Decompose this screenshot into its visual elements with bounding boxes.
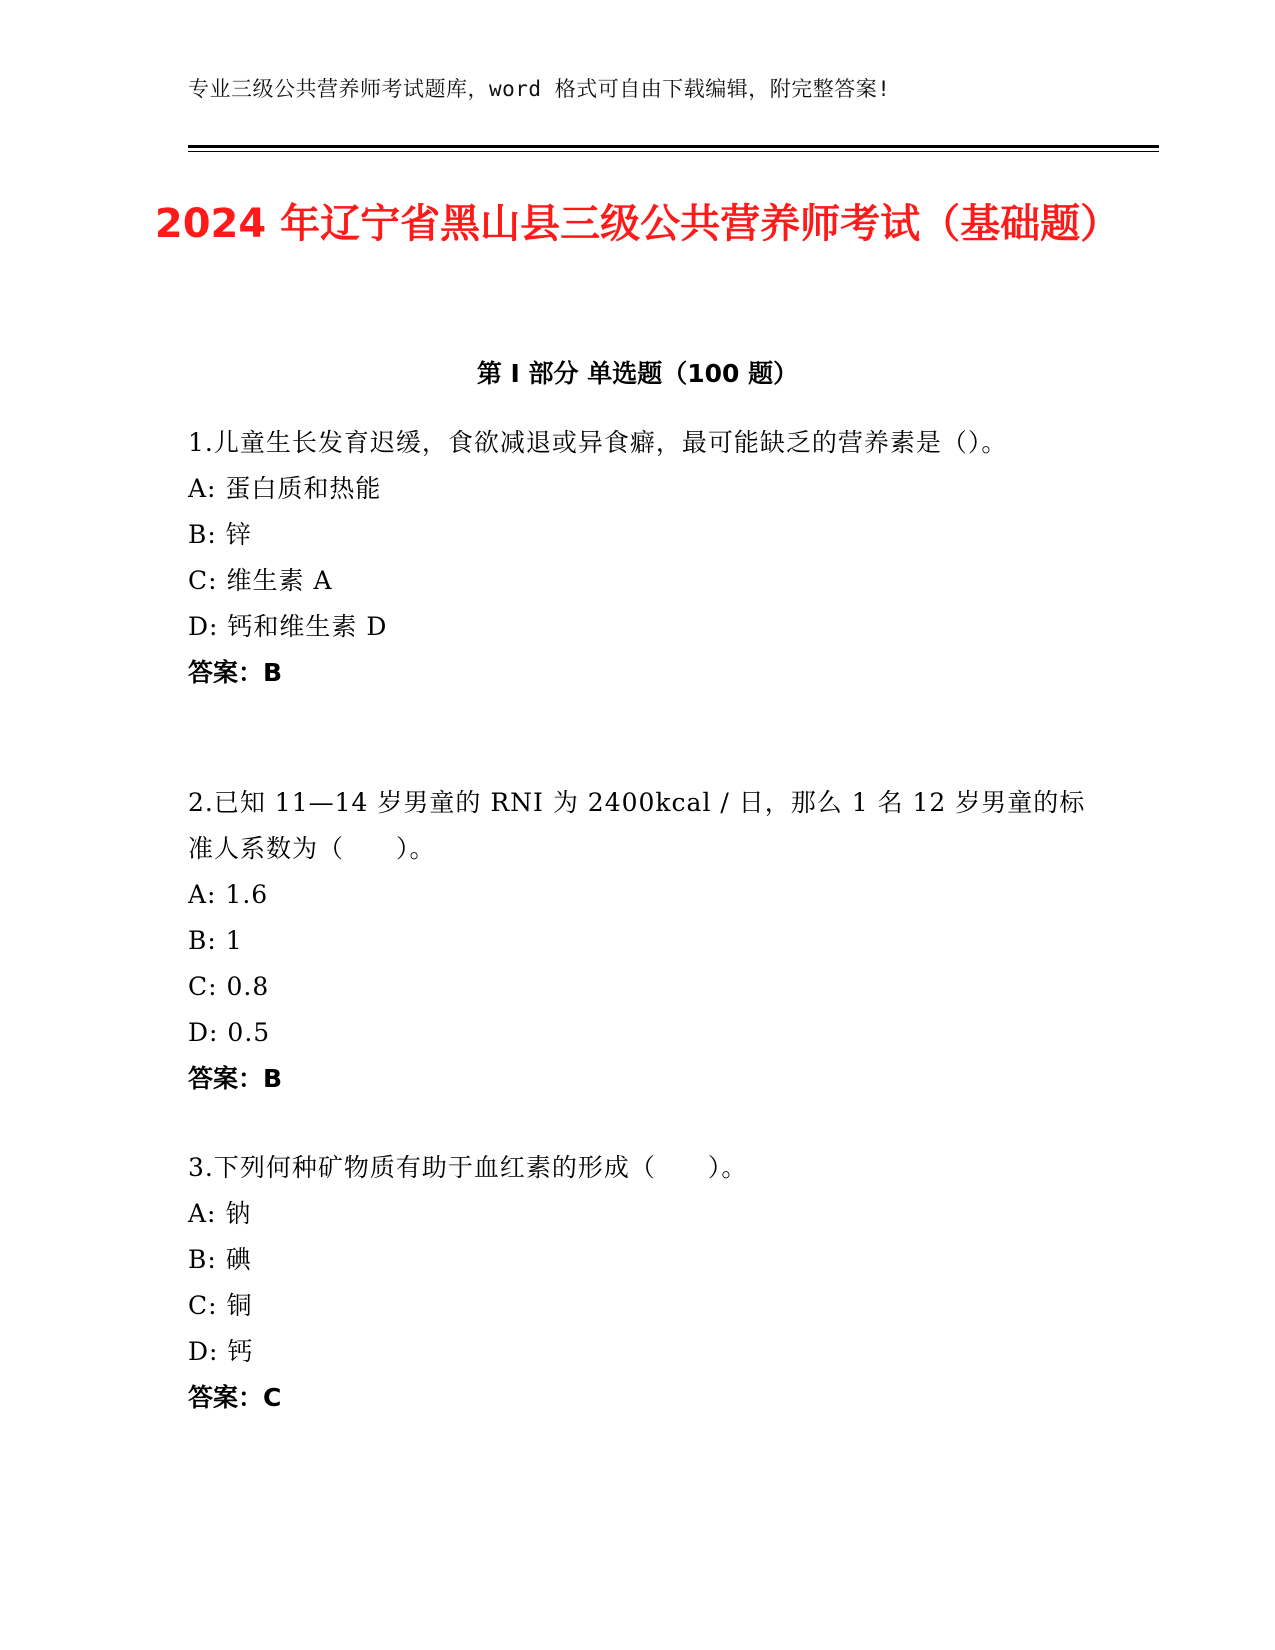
option-b: B: 锌 [188,520,252,549]
header-rule-thick [188,145,1159,148]
question-3 [188,1145,1088,1421]
option-d: D: 钙和维生素 D [188,612,388,641]
section-heading: 第 I 部分 单选题（100 题） [476,359,799,388]
option-a: A: 1.6 [188,880,269,909]
option-a: A: 蛋白质和热能 [188,474,382,503]
question-1 [188,420,1088,696]
option-c: C: 0.8 [188,972,270,1001]
question-2 [188,780,1088,1102]
answer: 答案：C [188,1383,282,1412]
answer: 答案：B [188,658,283,687]
answer: 答案：B [188,1064,283,1093]
option-d: D: 0.5 [188,1018,271,1047]
option-d: D: 钙 [188,1337,254,1366]
option-c: C: 铜 [188,1291,253,1320]
header-note: 专业三级公共营养师考试题库，word 格式可自由下载编辑，附完整答案! [188,77,891,101]
document-title: 2024 年辽宁省黑山县三级公共营养师考试（基础题） [154,201,1121,247]
question-stem: 2.已知 11—14 岁男童的 RNI 为 2400kcal / 日，那么 1 名 12 岁男童的标准人系数为（ ）。 [188,788,1086,863]
option-b: B: 碘 [188,1245,252,1274]
header-rule-thin [188,151,1159,152]
option-a: A: 钠 [188,1199,252,1228]
question-stem: 1.儿童生长发育迟缓，食欲减退或异食癖，最可能缺乏的营养素是（）。 [188,428,1008,457]
question-stem: 3.下列何种矿物质有助于血红素的形成（ ）。 [188,1153,748,1182]
option-b: B: 1 [188,926,243,955]
option-c: C: 维生素 A [188,566,333,595]
